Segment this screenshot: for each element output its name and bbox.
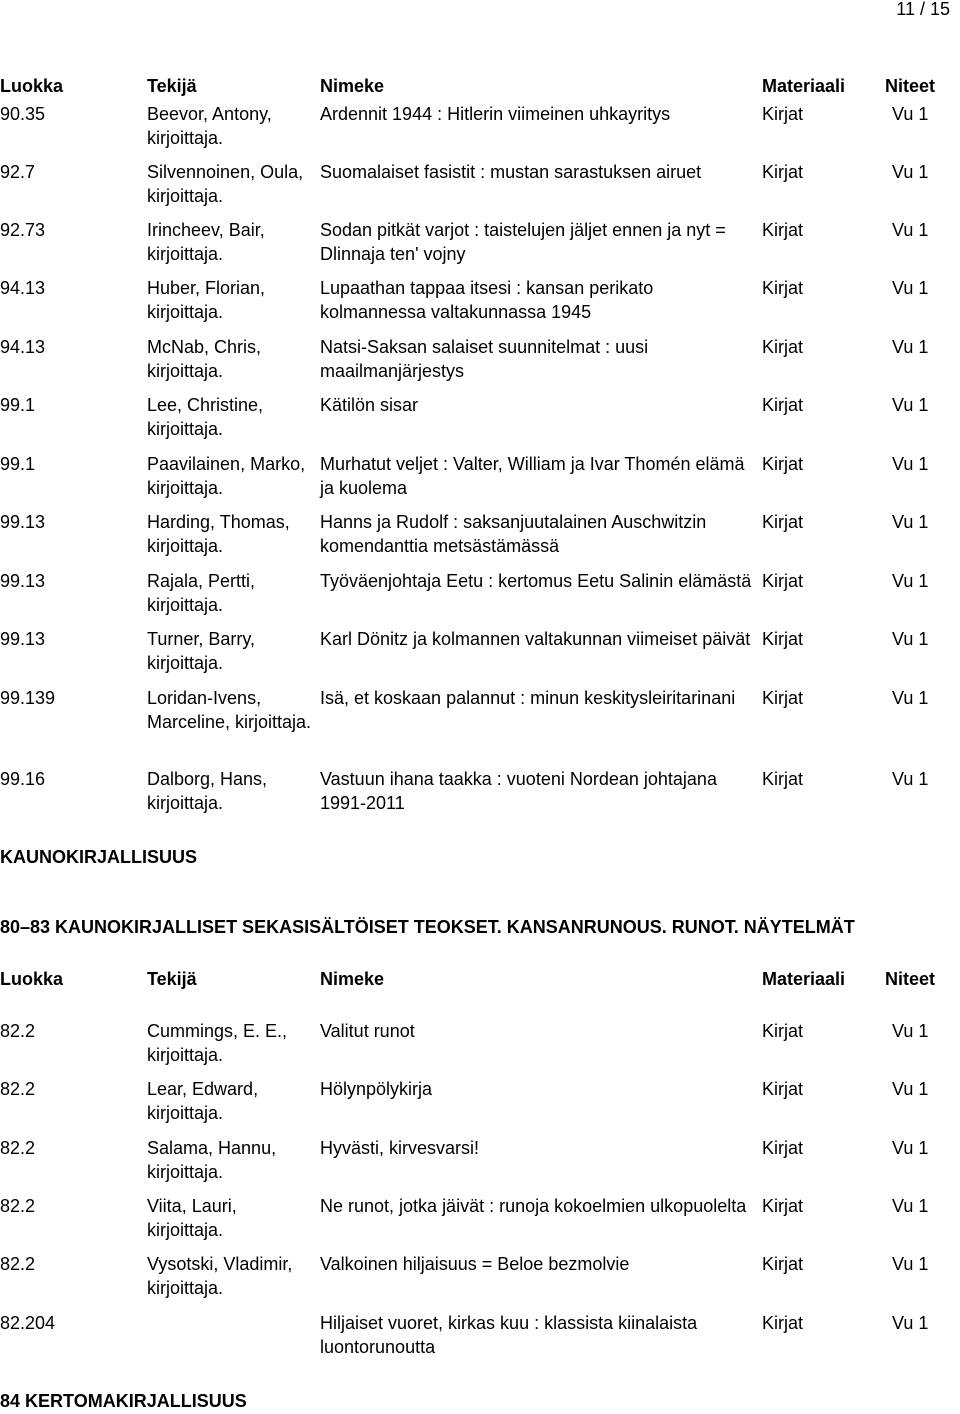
cell-nimeke: Hiljaiset vuoret, kirkas kuu : klassista kiinalaista luontorunoutta [320, 1313, 698, 1357]
cell-luokka: 92.73 [0, 220, 46, 240]
cell-tekija: Silvennoinen, Oula, kirjoittaja. [147, 162, 304, 206]
cell-materiaali: Kirjat [762, 1313, 804, 1333]
cell-niteet: Vu 1 [892, 1254, 929, 1274]
cell-tekija: Salama, Hannu, kirjoittaja. [147, 1138, 277, 1182]
cell-nimeke: Valitut runot [320, 1021, 415, 1041]
cell-luokka: 94.13 [0, 278, 46, 298]
cell-tekija: Turner, Barry, kirjoittaja. [147, 629, 256, 673]
cell-luokka: 92.7 [0, 162, 36, 182]
cell-nimeke: Natsi-Saksan salaiset suunnitelmat : uusi maailmanjärjestys [320, 337, 649, 381]
cell-materiaali: Kirjat [762, 220, 804, 240]
cell-tekija: McNab, Chris, kirjoittaja. [147, 337, 262, 381]
cell-luokka: 99.139 [0, 688, 56, 708]
cell-materiaali: Kirjat [762, 1079, 804, 1099]
cell-materiaali: Kirjat [762, 104, 804, 124]
cell-nimeke: Hyvästi, kirvesvarsi! [320, 1138, 480, 1158]
cell-luokka: 99.16 [0, 769, 46, 789]
cell-niteet: Vu 1 [892, 1196, 929, 1216]
page-number: 11 / 15 [896, 0, 950, 19]
cell-niteet: Vu 1 [892, 571, 929, 591]
cell-materiaali: Kirjat [762, 769, 804, 789]
cell-niteet: Vu 1 [892, 337, 929, 357]
table-header-1 [0, 75, 960, 99]
cell-tekija: Loridan-Ivens, Marceline, kirjoittaja. [147, 688, 312, 732]
cell-nimeke: Murhatut veljet : Valter, William ja Ivar Thomén elämä ja kuolema [320, 454, 745, 498]
header-materiaali: Materiaali [762, 76, 846, 96]
cell-niteet: Vu 1 [892, 688, 929, 708]
cell-materiaali: Kirjat [762, 512, 804, 532]
header-luokka: Luokka [0, 76, 64, 96]
header-luokka: Luokka [0, 969, 64, 989]
cell-luokka: 94.13 [0, 337, 46, 357]
cell-nimeke: Sodan pitkät varjot : taistelujen jäljet ennen ja nyt = Dlinnaja ten' vojny [320, 220, 726, 264]
cell-materiaali: Kirjat [762, 1021, 804, 1041]
header-nimeke: Nimeke [320, 76, 385, 96]
cell-luokka: 82.2 [0, 1021, 36, 1041]
cell-tekija: Viita, Lauri, kirjoittaja. [147, 1196, 237, 1240]
cell-materiaali: Kirjat [762, 571, 804, 591]
cell-niteet: Vu 1 [892, 104, 929, 124]
cell-nimeke: Hanns ja Rudolf : saksanjuutalainen Auschwitzin komendanttia metsästämässä [320, 512, 707, 556]
cell-luokka: 99.13 [0, 512, 46, 532]
header-tekija: Tekijä [147, 969, 197, 989]
header-nimeke: Nimeke [320, 969, 385, 989]
cell-niteet: Vu 1 [892, 1021, 929, 1041]
cell-tekija: Irincheev, Bair, kirjoittaja. [147, 220, 265, 264]
cell-niteet: Vu 1 [892, 454, 929, 474]
cell-nimeke: Ardennit 1944 : Hitlerin viimeinen uhkayritys [320, 104, 671, 124]
cell-nimeke: Karl Dönitz ja kolmannen valtakunnan viimeiset päivät [320, 629, 751, 649]
cell-niteet: Vu 1 [892, 278, 929, 298]
cell-nimeke: Lupaathan tappaa itsesi : kansan perikato kolmannessa valtakunnassa 1945 [320, 278, 654, 322]
cell-luokka: 82.2 [0, 1138, 36, 1158]
cell-materiaali: Kirjat [762, 688, 804, 708]
cell-nimeke: Työväenjohtaja Eetu : kertomus Eetu Salinin elämästä [320, 571, 752, 591]
cell-tekija: Paavilainen, Marko, kirjoittaja. [147, 454, 306, 498]
cell-tekija: Dalborg, Hans, kirjoittaja. [147, 769, 268, 813]
cell-materiaali: Kirjat [762, 1254, 804, 1274]
section-heading-kaunokirjallisuus: KAUNOKIRJALLISUUS [0, 847, 198, 867]
cell-luokka: 82.2 [0, 1196, 36, 1216]
cell-nimeke: Kätilön sisar [320, 395, 419, 415]
cell-nimeke: Isä, et koskaan palannut : minun keskitysleiritarinani [320, 688, 736, 708]
cell-luokka: 99.13 [0, 629, 46, 649]
cell-materiaali: Kirjat [762, 629, 804, 649]
header-materiaali: Materiaali [762, 969, 846, 989]
cell-niteet: Vu 1 [892, 1138, 929, 1158]
cell-tekija: Harding, Thomas, kirjoittaja. [147, 512, 290, 556]
cell-tekija: Huber, Florian, kirjoittaja. [147, 278, 266, 322]
section-heading-80-83: 80–83 KAUNOKIRJALLISET SEKASISÄLTÖISET TEOKSET. KANSANRUNOUS. RUNOT. NÄYTELMÄT [0, 917, 855, 937]
cell-luokka: 99.1 [0, 395, 36, 415]
cell-niteet: Vu 1 [892, 162, 929, 182]
cell-niteet: Vu 1 [892, 1079, 929, 1099]
cell-niteet: Vu 1 [892, 769, 929, 789]
cell-niteet: Vu 1 [892, 512, 929, 532]
cell-niteet: Vu 1 [892, 395, 929, 415]
cell-luokka: 99.13 [0, 571, 46, 591]
header-niteet: Niteet [885, 76, 936, 96]
cell-tekija: Beevor, Antony, kirjoittaja. [147, 104, 272, 148]
cell-materiaali: Kirjat [762, 162, 804, 182]
cell-luokka: 82.2 [0, 1079, 36, 1099]
cell-materiaali: Kirjat [762, 1196, 804, 1216]
cell-nimeke: Hölynpölykirja [320, 1079, 433, 1099]
cell-niteet: Vu 1 [892, 629, 929, 649]
cell-nimeke: Valkoinen hiljaisuus = Beloe bezmolvie [320, 1254, 630, 1274]
header-tekija: Tekijä [147, 76, 197, 96]
cell-luokka: 99.1 [0, 454, 36, 474]
cell-nimeke: Vastuun ihana taakka : vuoteni Nordean johtajana 1991-2011 [320, 769, 717, 813]
cell-materiaali: Kirjat [762, 454, 804, 474]
cell-niteet: Vu 1 [892, 220, 929, 240]
cell-tekija: Lee, Christine, kirjoittaja. [147, 395, 264, 439]
cell-luokka: 90.35 [0, 104, 46, 124]
cell-luokka: 82.2 [0, 1254, 36, 1274]
cell-materiaali: Kirjat [762, 278, 804, 298]
cell-nimeke: Suomalaiset fasistit : mustan sarastuksen airuet [320, 162, 702, 182]
section-heading-84: 84 KERTOMAKIRJALLISUUS [0, 1391, 247, 1411]
cell-materiaali: Kirjat [762, 337, 804, 357]
table-header-2 [0, 968, 960, 992]
header-niteet: Niteet [885, 969, 936, 989]
cell-materiaali: Kirjat [762, 1138, 804, 1158]
cell-tekija: Rajala, Pertti, kirjoittaja. [147, 571, 256, 615]
cell-tekija: Lear, Edward, kirjoittaja. [147, 1079, 259, 1123]
cell-luokka: 82.204 [0, 1313, 56, 1333]
cell-niteet: Vu 1 [892, 1313, 929, 1333]
cell-tekija: Cummings, E. E., kirjoittaja. [147, 1021, 288, 1065]
cell-tekija: Vysotski, Vladimir, kirjoittaja. [147, 1254, 293, 1298]
cell-nimeke: Ne runot, jotka jäivät : runoja kokoelmien ulkopuolelta [320, 1196, 747, 1216]
cell-materiaali: Kirjat [762, 395, 804, 415]
